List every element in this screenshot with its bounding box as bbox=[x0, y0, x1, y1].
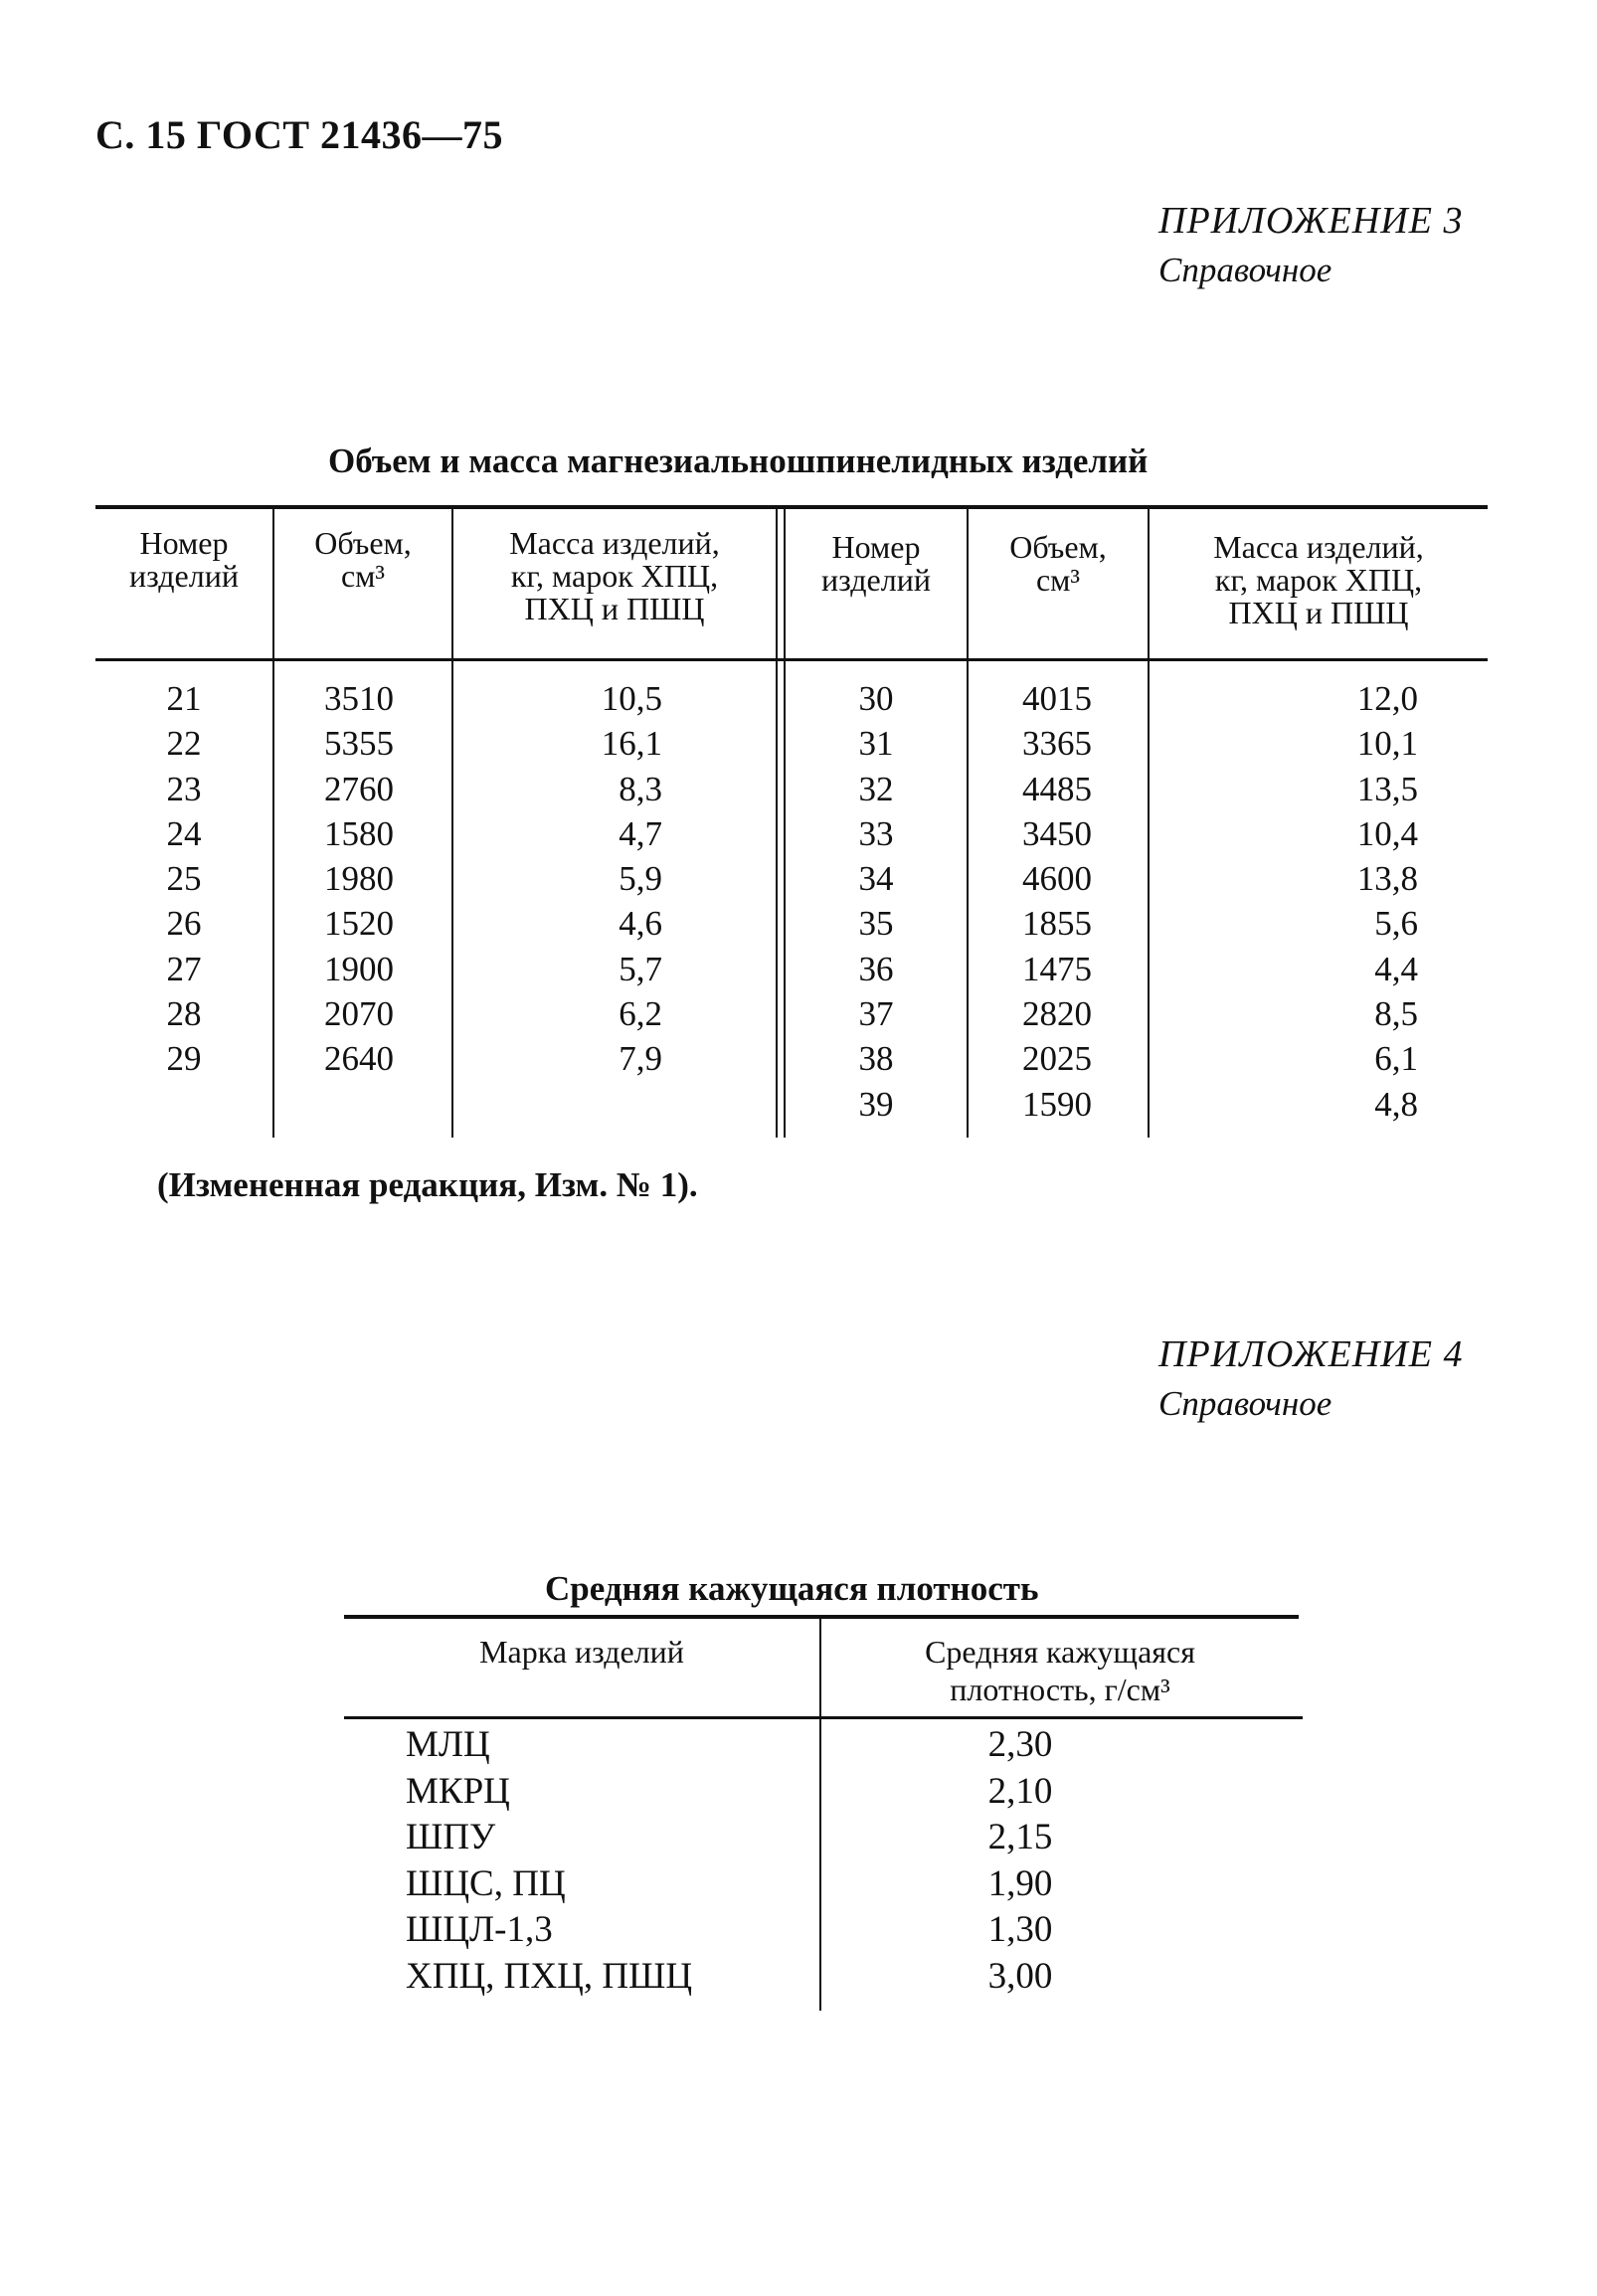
table-cell: 2,10 bbox=[987, 1770, 1053, 1812]
table-cell: 13,5 bbox=[1356, 769, 1418, 808]
table-cell: 8,3 bbox=[619, 769, 662, 808]
table-cell: 28 bbox=[166, 994, 202, 1034]
table-cell: 4,6 bbox=[619, 904, 662, 944]
header-number-line1: Номер bbox=[831, 529, 921, 565]
table-cell: 2760 bbox=[324, 769, 394, 808]
header-bottom-rule bbox=[95, 658, 1488, 661]
table-cell: 3510 bbox=[324, 679, 394, 718]
density-column bbox=[821, 1722, 1219, 2001]
density-table bbox=[344, 1615, 1299, 2013]
table-cell: 12,0 bbox=[1356, 679, 1418, 718]
table-cell: 2025 bbox=[1022, 1039, 1092, 1079]
revision-note: (Измененная редакция, Изм. № 1). bbox=[157, 1165, 698, 1204]
table-cell: 2820 bbox=[1022, 994, 1092, 1034]
table-cell: 3450 bbox=[1022, 813, 1092, 853]
table-cell: 1475 bbox=[1022, 949, 1092, 988]
table-cell: 16,1 bbox=[601, 724, 662, 764]
left-volume-column bbox=[274, 676, 394, 1082]
appendix-4-subtitle: Справочное bbox=[1158, 1384, 1332, 1423]
appendix-3-subtitle: Справочное bbox=[1158, 251, 1332, 289]
table-cell: МЛЦ bbox=[406, 1724, 490, 1765]
table-cell: 3,00 bbox=[987, 1955, 1053, 1997]
header-mass-line1: Масса изделий, bbox=[1213, 529, 1424, 565]
volume-mass-table bbox=[95, 505, 1488, 1138]
header-density-line1: Средняя кажущаяся bbox=[925, 1634, 1195, 1670]
table-top-rule bbox=[95, 505, 1488, 509]
page-header: С. 15 ГОСТ 21436—75 bbox=[95, 112, 504, 157]
table-cell: МКРЦ bbox=[406, 1770, 510, 1812]
table-cell: 22 bbox=[166, 724, 202, 764]
table-cell: 7,9 bbox=[619, 1039, 662, 1079]
table-cell: 13,8 bbox=[1356, 859, 1418, 899]
header-bottom-rule bbox=[344, 1716, 1303, 1719]
table-cell: 10,1 bbox=[1356, 724, 1418, 764]
table-cell: 1980 bbox=[324, 859, 394, 899]
table-cell: 23 bbox=[166, 769, 202, 808]
table-cell: 37 bbox=[858, 994, 894, 1034]
header-mass-line3: ПХЦ и ПШЦ bbox=[1228, 595, 1409, 630]
header-volume-line2: см³ bbox=[340, 558, 386, 594]
table-cell: 38 bbox=[858, 1039, 894, 1079]
table-cell: 24 bbox=[166, 813, 202, 853]
table-cell: 33 bbox=[858, 813, 894, 853]
table-cell: 32 bbox=[858, 769, 894, 808]
header-volume-line2: см³ bbox=[1035, 562, 1081, 598]
table-cell: 4600 bbox=[1022, 859, 1092, 899]
table-cell: 1590 bbox=[1022, 1084, 1092, 1124]
table-cell: 2640 bbox=[324, 1039, 394, 1079]
table-top-rule bbox=[344, 1615, 1299, 1619]
header-density-line2: плотность, г/см³ bbox=[950, 1672, 1170, 1707]
header-mass bbox=[453, 527, 776, 625]
table-cell: 4,7 bbox=[619, 813, 662, 853]
table-cell: 6,2 bbox=[619, 994, 662, 1034]
table-cell: 27 bbox=[166, 949, 202, 988]
table-cell: 4485 bbox=[1022, 769, 1092, 808]
table-cell: 36 bbox=[858, 949, 894, 988]
header-volume-line1: Объем, bbox=[1009, 529, 1107, 565]
header-number-right bbox=[786, 531, 967, 597]
table-cell: 35 bbox=[858, 904, 894, 944]
header-mass-line3: ПХЦ и ПШЦ bbox=[524, 591, 705, 626]
table-cell: 3365 bbox=[1022, 724, 1092, 764]
header-grade: Марка изделий bbox=[479, 1634, 684, 1670]
header-volume bbox=[274, 527, 451, 593]
table-cell: 31 bbox=[858, 724, 894, 764]
header-number-line2: изделий bbox=[821, 562, 931, 598]
header-mass-line2: кг, марок ХПЦ, bbox=[510, 558, 719, 594]
header-density bbox=[821, 1633, 1299, 1708]
header-number bbox=[95, 527, 272, 593]
table-cell: 1580 bbox=[324, 813, 394, 853]
table-cell: ШПУ bbox=[406, 1817, 496, 1858]
table-cell: 5355 bbox=[324, 724, 394, 764]
table-cell: 1900 bbox=[324, 949, 394, 988]
table-cell: 10,5 bbox=[601, 679, 662, 718]
table-cell: 1,90 bbox=[987, 1862, 1053, 1904]
table-cell: 2,15 bbox=[987, 1817, 1053, 1858]
double-divider-left bbox=[776, 509, 778, 1138]
header-volume-right bbox=[969, 531, 1148, 597]
header-mass-line2: кг, марок ХПЦ, bbox=[1214, 562, 1423, 598]
table-cell: 4,4 bbox=[1374, 949, 1418, 988]
appendix-3-title: ПРИЛОЖЕНИЕ 3 bbox=[1158, 200, 1464, 242]
table-cell: 39 bbox=[858, 1084, 894, 1124]
table-cell: 21 bbox=[166, 679, 202, 718]
header-number-line1: Номер bbox=[139, 525, 229, 561]
left-number-column bbox=[95, 676, 272, 1082]
table-cell: 5,7 bbox=[619, 949, 662, 988]
table-cell: 6,1 bbox=[1374, 1039, 1418, 1079]
right-mass-column bbox=[1150, 676, 1418, 1127]
right-number-column bbox=[786, 676, 967, 1127]
table-cell: 1855 bbox=[1022, 904, 1092, 944]
table-cell: ШЦЛ-1,3 bbox=[406, 1909, 553, 1951]
table-cell: 2070 bbox=[324, 994, 394, 1034]
volume-mass-table-title: Объем и масса магнезиальношпинелидных изделий bbox=[328, 442, 1149, 480]
table-cell: 5,9 bbox=[619, 859, 662, 899]
left-mass-column bbox=[453, 676, 662, 1082]
table-cell: 29 bbox=[166, 1039, 202, 1079]
table-cell: 2,30 bbox=[987, 1724, 1053, 1765]
header-volume-line1: Объем, bbox=[314, 525, 412, 561]
right-volume-column bbox=[969, 676, 1092, 1127]
table-cell: 1520 bbox=[324, 904, 394, 944]
grade-column bbox=[406, 1722, 813, 2001]
header-mass-line1: Масса изделий, bbox=[509, 525, 720, 561]
table-cell: ШЦС, ПЦ bbox=[406, 1862, 566, 1904]
table-cell: 10,4 bbox=[1356, 813, 1418, 853]
appendix-4-title: ПРИЛОЖЕНИЕ 4 bbox=[1158, 1333, 1464, 1375]
table-cell: 8,5 bbox=[1374, 994, 1418, 1034]
header-mass-right bbox=[1150, 531, 1488, 629]
header-number-line2: изделий bbox=[129, 558, 239, 594]
table-cell: 30 bbox=[858, 679, 894, 718]
table-cell: 1,30 bbox=[987, 1909, 1053, 1951]
table-cell: 5,6 bbox=[1374, 904, 1418, 944]
table-cell: 26 bbox=[166, 904, 202, 944]
table-cell: 34 bbox=[858, 859, 894, 899]
table-cell: 25 bbox=[166, 859, 202, 899]
density-table-title: Средняя кажущаяся плотность bbox=[545, 1569, 1039, 1608]
table-cell: 4015 bbox=[1022, 679, 1092, 718]
table-cell: ХПЦ, ПХЦ, ПШЦ bbox=[406, 1955, 693, 1997]
table-cell: 4,8 bbox=[1374, 1084, 1418, 1124]
